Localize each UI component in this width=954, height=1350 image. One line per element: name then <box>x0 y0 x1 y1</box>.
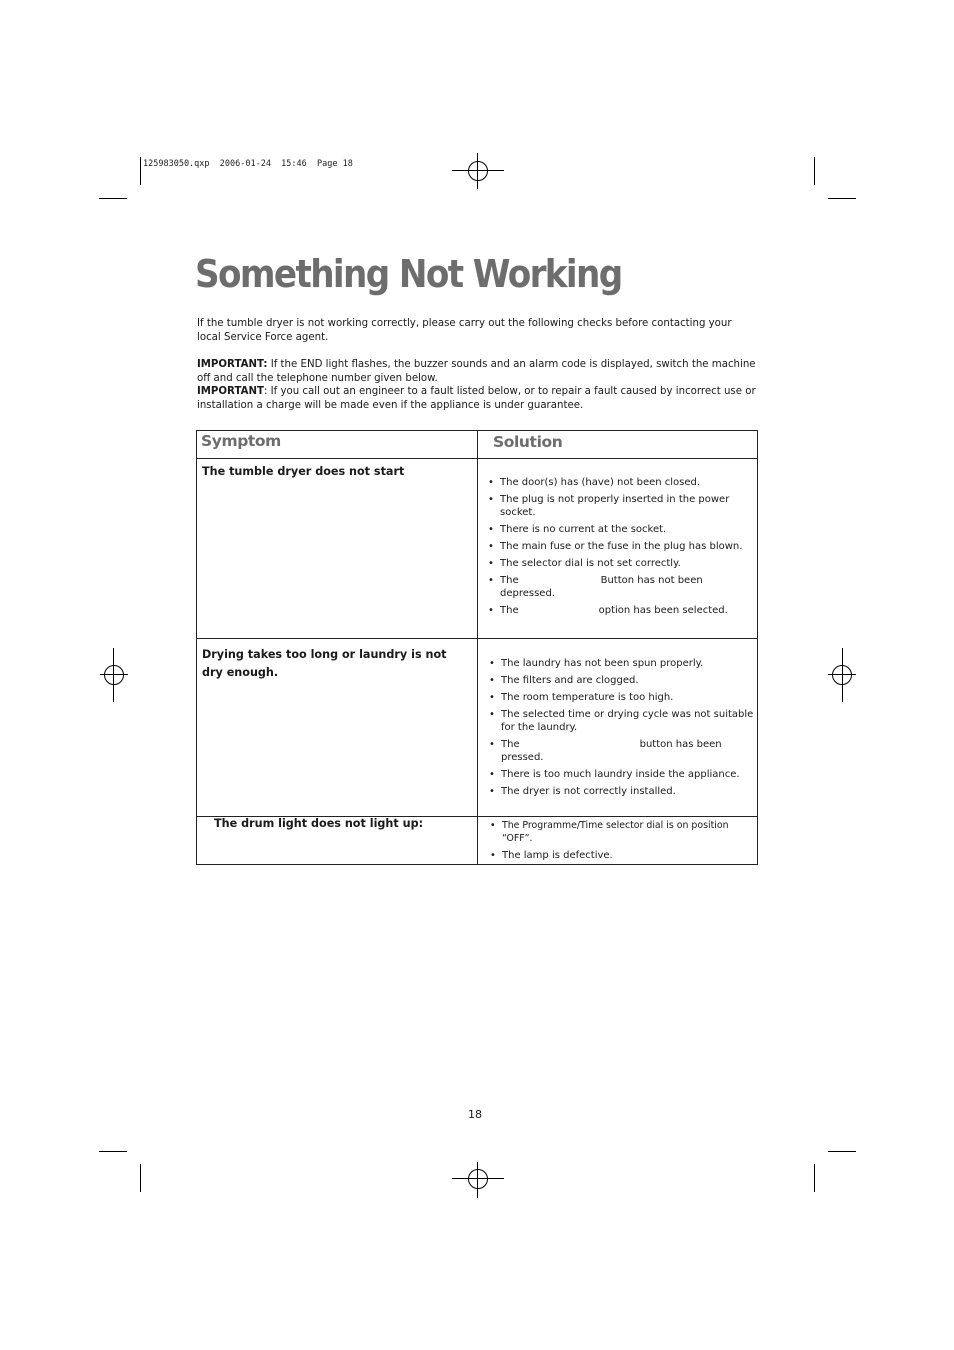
symptom-header: Symptom <box>201 432 281 450</box>
page-title: Something Not Working <box>195 252 622 296</box>
important-notice-1 <box>197 358 757 385</box>
solution-item: • There is no current at the socket. <box>488 523 753 536</box>
crop-mark <box>828 1151 856 1152</box>
solution-item <box>489 738 757 764</box>
crop-mark <box>814 157 815 185</box>
crop-mark <box>99 1151 127 1152</box>
solution-item-start: The <box>501 739 520 750</box>
solution-item: • The main fuse or the fuse in the plug has blown. <box>488 540 753 553</box>
solution-item: • The selector dial is not set correctly. <box>488 557 753 570</box>
important-text: If the END light flashes, the buzzer sounds and an alarm code is displayed, switch the machine off and call the telephone number given below. <box>197 359 756 384</box>
symptom-cell: Drying takes too long or laundry is not dry enough. <box>202 648 447 679</box>
crop-mark <box>99 198 127 199</box>
solution-list <box>490 819 755 866</box>
solution-list <box>489 657 757 802</box>
important-label: IMPORTANT: <box>197 359 268 370</box>
solution-item-start: The <box>500 605 519 616</box>
solution-list <box>488 476 753 621</box>
intro-paragraph: If the tumble dryer is not working correctly, please carry out the following checks before contacting your local Service Force agent. <box>197 318 732 343</box>
solution-item: • The laundry has not been spun properly. <box>489 657 757 670</box>
solution-item: • The filters and are clogged. <box>489 674 757 687</box>
solution-item: • The lamp is defective. <box>490 849 755 862</box>
solution-item-end: button has been pressed. <box>501 739 722 763</box>
solution-item-start: The <box>500 575 519 586</box>
solution-item: • The plug is not properly inserted in the power socket. <box>488 493 753 519</box>
symptom-cell: The drum light does not light up: <box>214 817 424 830</box>
crop-mark <box>140 157 141 185</box>
solution-item: • There is too much laundry inside the appliance. <box>489 768 757 781</box>
crop-mark <box>140 1164 141 1192</box>
table-column-divider <box>477 430 478 865</box>
important-notice-2 <box>197 385 757 412</box>
crop-mark <box>814 1164 815 1192</box>
solution-item-end: Button has not been depressed. <box>500 575 703 599</box>
solution-item: • The dryer is not correctly installed. <box>489 785 757 798</box>
solution-header: Solution <box>493 433 563 451</box>
important-label: IMPORTANT <box>197 386 264 397</box>
solution-item-end: option has been selected. <box>598 605 728 616</box>
crop-mark <box>828 198 856 199</box>
solution-item: • The door(s) has (have) not been closed. <box>488 476 753 489</box>
symptom-cell: The tumble dryer does not start <box>202 465 405 478</box>
registration-mark-circle <box>468 161 488 181</box>
important-text: : If you call out an engineer to a fault listed below, or to repair a fault caused by incorrect use or installation a charge will be made even if the appliance is under guarantee. <box>197 386 756 411</box>
print-slug: 125983050.qxp 2006-01-24 15:46 Page 18 <box>143 159 353 169</box>
solution-item <box>488 574 753 600</box>
solution-item: • The room temperature is too high. <box>489 691 757 704</box>
solution-item <box>488 604 753 617</box>
registration-mark-circle <box>104 665 124 685</box>
solution-item: • The Programme/Time selector dial is on position “OFF”. <box>490 819 755 845</box>
page-number: 18 <box>468 1108 482 1121</box>
registration-mark-circle <box>468 1169 488 1189</box>
registration-mark-circle <box>832 665 852 685</box>
solution-item: • The selected time or drying cycle was not suitable for the laundry. <box>489 708 757 734</box>
